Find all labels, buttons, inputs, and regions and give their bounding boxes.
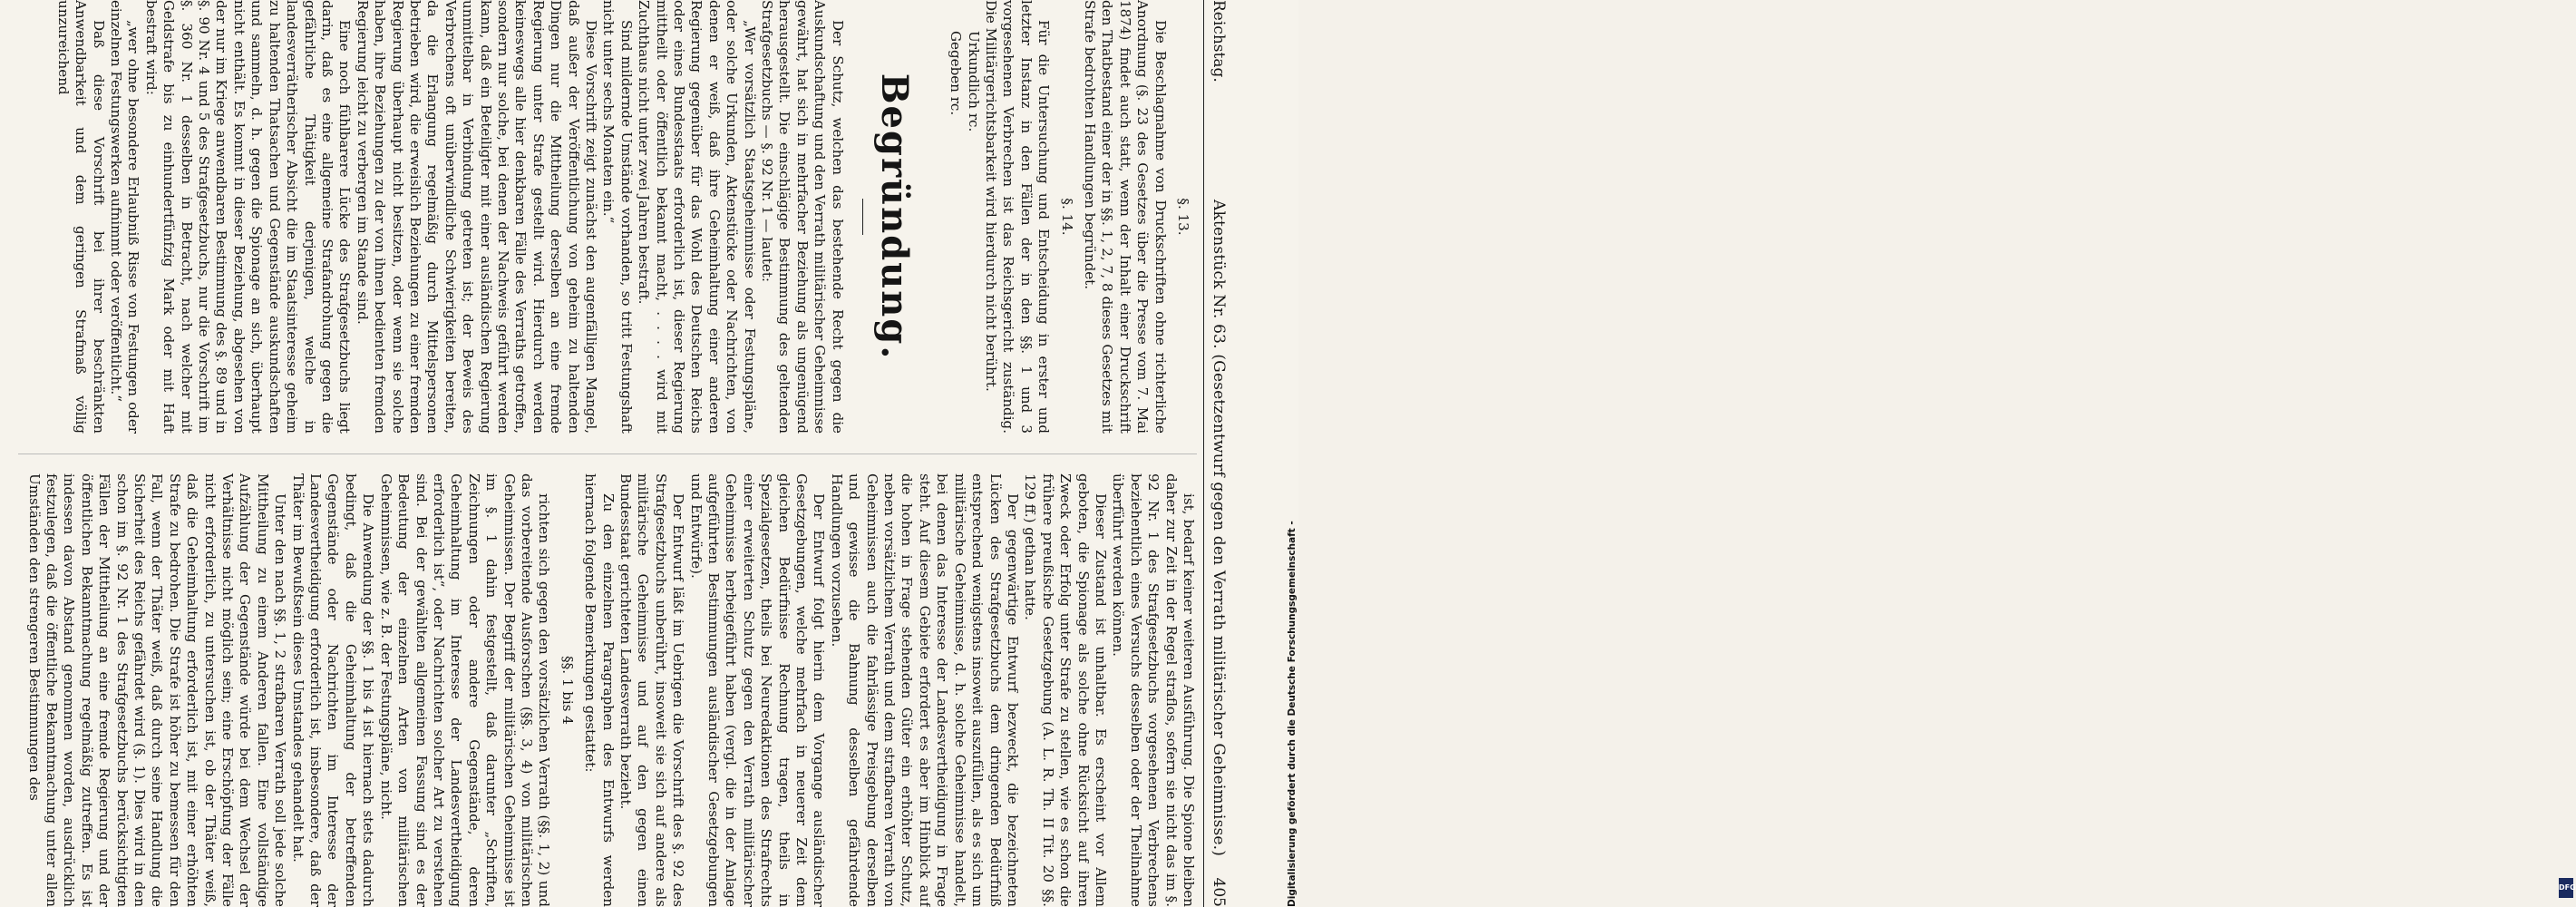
text-column-right	[9, 473, 1197, 907]
paragraph-heading: §. 14.	[1058, 198, 1075, 236]
paragraph-heading: §. 13.	[1175, 198, 1191, 236]
body-paragraph: Der Entwurf läßt im Uebrigen die Vorschrift des §. 92 des Strafgesetzbuchs unberührt, insoweit sie sich auf andere als militärische Geheimnisse und auf den gegen einen Bundesstaat gerichteten Landesverrath bezieht.	[617, 473, 687, 907]
body-paragraph: Die Anwendung der §§. 1 bis 4 ist hiernach stets dadurch bedingt, daß die Geheimhaltung der betreffenden Gegenstände oder Nachrichten im Interesse der Landesvertheidigung erforderlich ist, insbesondere, daß der Thäter im Bewußtsein dieses Umstandes gehandelt hat.	[289, 473, 377, 907]
body-paragraph: ist, bedarf keiner weiteren Ausführung. Die Spione bleiben daher zur Zeit in der Regel straflos, sofern sie nicht das im §. 92 Nr. 1 des Strafgesetzbuchs vorgesehenen Verbrechens beziehentlich eines Versuchs desselben oder der Theilnahme überführt werden können.	[1110, 473, 1197, 907]
header-document-number: Aktenstück Nr. 63.	[1210, 200, 1228, 349]
digitization-note: Digitalisierung gefördert durch die Deutsche Forschungsgemeinschaft -	[1287, 521, 1298, 907]
body-paragraph: Zu den einzelnen Paragraphen des Entwurfs werden hiernach folgende Bemerkungen gestattet:	[582, 473, 617, 907]
paragraph-heading: §§. 1 bis 4	[559, 656, 576, 725]
body-paragraph: Für die Untersuchung und Entscheidung in erster und letzter Instanz in den Fällen der in den §§. 1 und 3 vorgesehenen Verbrechen ist das Reichsgericht zuständig. Die Militärgerichtsbarkeit wird hierdurch nicht berührt.	[982, 0, 1053, 434]
body-paragraph: Dieser Zustand ist unhaltbar. Es erscheint vor Allem geboten, die Spionage als solche ohne Rücksicht auf ihren Zweck oder Erfolg unter Strafe zu stellen, wie es schon die frühere preußische Gesetzgebung (A. L. R. Th. II Tit. 20 §§. 129 ff.) gethan hatte.	[1022, 473, 1109, 907]
body-paragraph: Der Entwurf folgt hierin dem Vorgange ausländischer Gesetzgebungen, welche mehrfach in neuerer Zeit dem gleichen Bedürfnisse Rechnung tragen, theils in Spezialgesetzen, theils bei Neuredaktionen des Strafrechts einer erweiterten Schutz gegen den Verrath militärischer Geheimnisse herbeigeführt haben (vergl. die in der Anlage aufgeführten Bestimmungen ausländischer Gesetzgebungen und Entwürfe).	[687, 473, 828, 907]
rotated-document	[9, 0, 1233, 907]
page-number: 405	[1210, 877, 1228, 907]
body-paragraph: Eine noch fühlbarere Lücke des Strafgesetzbuchs liegt darin, daß es eine allgemeine Strafandrohung gegen die gefährliche Thätigkeit derjenigen, welche in landesverrätherischer Absicht die im Staatsinteresse geheim zu haltenden Thatsachen und Gegenstände auskundschaften und sammeln, d. h. gegen die Spionage an sich, überhaupt nicht enthält. Es kommt in dieser Beziehung, abgesehen von der nur im Kriege anwendbaren Bestimmung des §. 89 und in §. 90 Nr. 4 und 5 des Strafgesetzbuchs, nur die Vorschrift im §. 360 Nr. 1 desselben in Betracht, nach welcher mit Geldstrafe bis zu einhundertfünfzig Mark oder mit Haft bestraft wird:	[142, 0, 354, 434]
dfg-logo: DFG	[2559, 878, 2573, 898]
body-paragraph: Unter den nach §§. 1, 2 strafbaren Verrath soll jede solche Mittheilung zu einem Anderen fallen. Eine vollständige Aufzählung der Gegenstände würde bei dem Wechsel der Verhältnisse nicht möglich sein; eine Erschöpfung der Fälle nicht erforderlich, zu untersuchen ist, ob der Thäter weiß, daß die Geheimhaltung erforderlich ist, mit einer erhöhten Strafe zu bedrohen. Die Strafe ist höher zu bemessen für den Fall, wenn der Thäter weiß, daß durch seine Handlung die Sicherheit des Reichs gefährdet wird (§. 1). Dies wird in den schon im §. 92 Nr. 1 des Strafgesetzbuchs berücksichtigten Fällen der Mittheilung an eine fremde Regierung und der öffentlichen Bekanntmachung regelmäßig zutreffen. Es ist indessen davon Abstand genommen worden, ausdrücklich festzulegen, daß die öffentliche Bekanntmachung unter allen Umständen den strengeren Bestimmungen des	[25, 473, 289, 907]
text-column-left	[9, 0, 1197, 434]
closing-formula: Gegeben rc.	[948, 31, 965, 116]
body-paragraph: „Wer vorsätzlich Staatsgeheimnisse oder Festungspläne, oder solche Urkunden, Aktenstücke oder Nachrichten, von denen er weiß, daß ihre Geheimhaltung einer anderen Regierung gegenüber für das Wohl des Deutschen Reichs oder eines Bundesstaats erforderlich ist, dieser Regierung mittheilt oder öffentlich bekannt macht, . . . . wird mit Zuchthaus nicht unter zwei Jahren bestraft.	[636, 0, 758, 434]
header-center	[1204, 200, 1233, 856]
page-header	[1203, 0, 1233, 907]
body-paragraph: Der gegenwärtige Entwurf bezweckt, die bezeichneten Lücken des Strafgesetzbuchs dem dringenden Bedürfniß entsprechend wenigstens insoweit auszufüllen, als es sich um militärische Geheimnisse, d. h. solche Geheimnisse handelt, bei denen das Interesse der Landesvertheidigung in Frage steht. Auf diesem Gebiete erfordert es aber im Hinblick auf die hohen in Frage stehenden Güter ein erhöhter Schutz, neben vorsätzlichem Verrath und dem strafbaren Verrath von Geheimnissen auch die fahrlässige Preisgebung derselben und gewisse die Bahnung desselben gefährdende Handlungen vorzusehen.	[828, 473, 1021, 907]
body-paragraph: Diese Vorschrift zeigt zunächst den augenfälligen Mangel, daß außer der Veröffentlichung von geheim zu haltenden Dingen nur die Mittheilung derselben an eine fremde Regierung unter Strafe gestellt wird. Hierdurch werden keineswegs alle hier denkbaren Fälle des Verraths getroffen, sondern nur solche, bei denen der Nachweis geführt werden kann, daß ein Beteiligter mit einer ausländischen Regierung unmittelbar in Verbindung getreten ist; der Beweis des Verbrechens oft unüberwindliche Schwierigkeiten bereiten, da die Erlangung regelmäßig durch Mittelspersonen betrieben wird, die erweislich Beziehungen zu einer fremden Regierung überhaupt nicht besitzen, oder wenn sie solche haben, ihre Beziehungen zu der von ihnen bedienten fremden Regierung leicht zu verbergen im Stande sind.	[354, 0, 600, 434]
body-paragraph: richten sich gegen den vorsätzlichen Verrath (§§. 1, 2) und das vorbereitende Ausforschen (§§. 3, 4) von militärischen Geheimnissen. Der Begriff der militärischen Geheimnisse ist im §. 1 dahin festgestellt, daß darunter „Schriften, Zeichnungen oder andere Gegenstände, deren Geheimhaltung im Interesse der Landesvertheidigung erforderlich ist“, oder Nachrichten solcher Art zu verstehen sind. Bei der gewählten allgemeinen Fassung sind es der Bedeutung der einzelnen Arten von militärischen Geheimnissen, wie z. B. der Festungspläne, nicht.	[377, 473, 553, 907]
closing-formula: Urkundlich rc.	[965, 31, 982, 132]
body-paragraph: „wer ohne besondere Erlaubniß Risse von Festungen oder einzelnen Festungswerken aufnimmt oder veröffentlicht.“	[108, 0, 142, 434]
header-subject: (Gesetzentwurf gegen den Verrath militärischer Geheimnisse.)	[1210, 354, 1228, 857]
body-paragraph: Sind mildernde Umstände vorhanden, so tritt Festungshaft nicht unter sechs Monaten ein.“	[600, 0, 635, 434]
body-paragraph: Die Beschlagnahme von Druckschriften ohne richterliche Anordnung (§. 23 des Gesetzes über die Presse vom 7. Mai 1874) findet auch statt, wenn der Inhalt einer Druckschrift den Thatbestand einer der in §§. 1, 2, 7, 8 dieses Gesetzes mit Strafe bedrohten Handlungen begründet.	[1081, 0, 1169, 434]
body-paragraph: Daß diese Vorschrift bei ihrer beschränkten Anwendbarkeit und dem geringen Strafmaß völlig unzureichend	[54, 0, 107, 434]
section-title: Begründung.	[872, 73, 916, 361]
body-paragraph: Der Schutz, welchen das bestehende Recht gegen die Auskundschaftung und den Verrath militärischer Geheimnisse gewährt, hat sich in mehrfacher Beziehung als ungenügend herausgestellt. Die einschlägige Bestimmung des geltenden Strafgesetzbuchs — §. 92 Nr. 1 — lautet:	[759, 0, 846, 434]
title-rule	[862, 199, 863, 235]
header-left: Reichstag.	[1210, 0, 1228, 83]
